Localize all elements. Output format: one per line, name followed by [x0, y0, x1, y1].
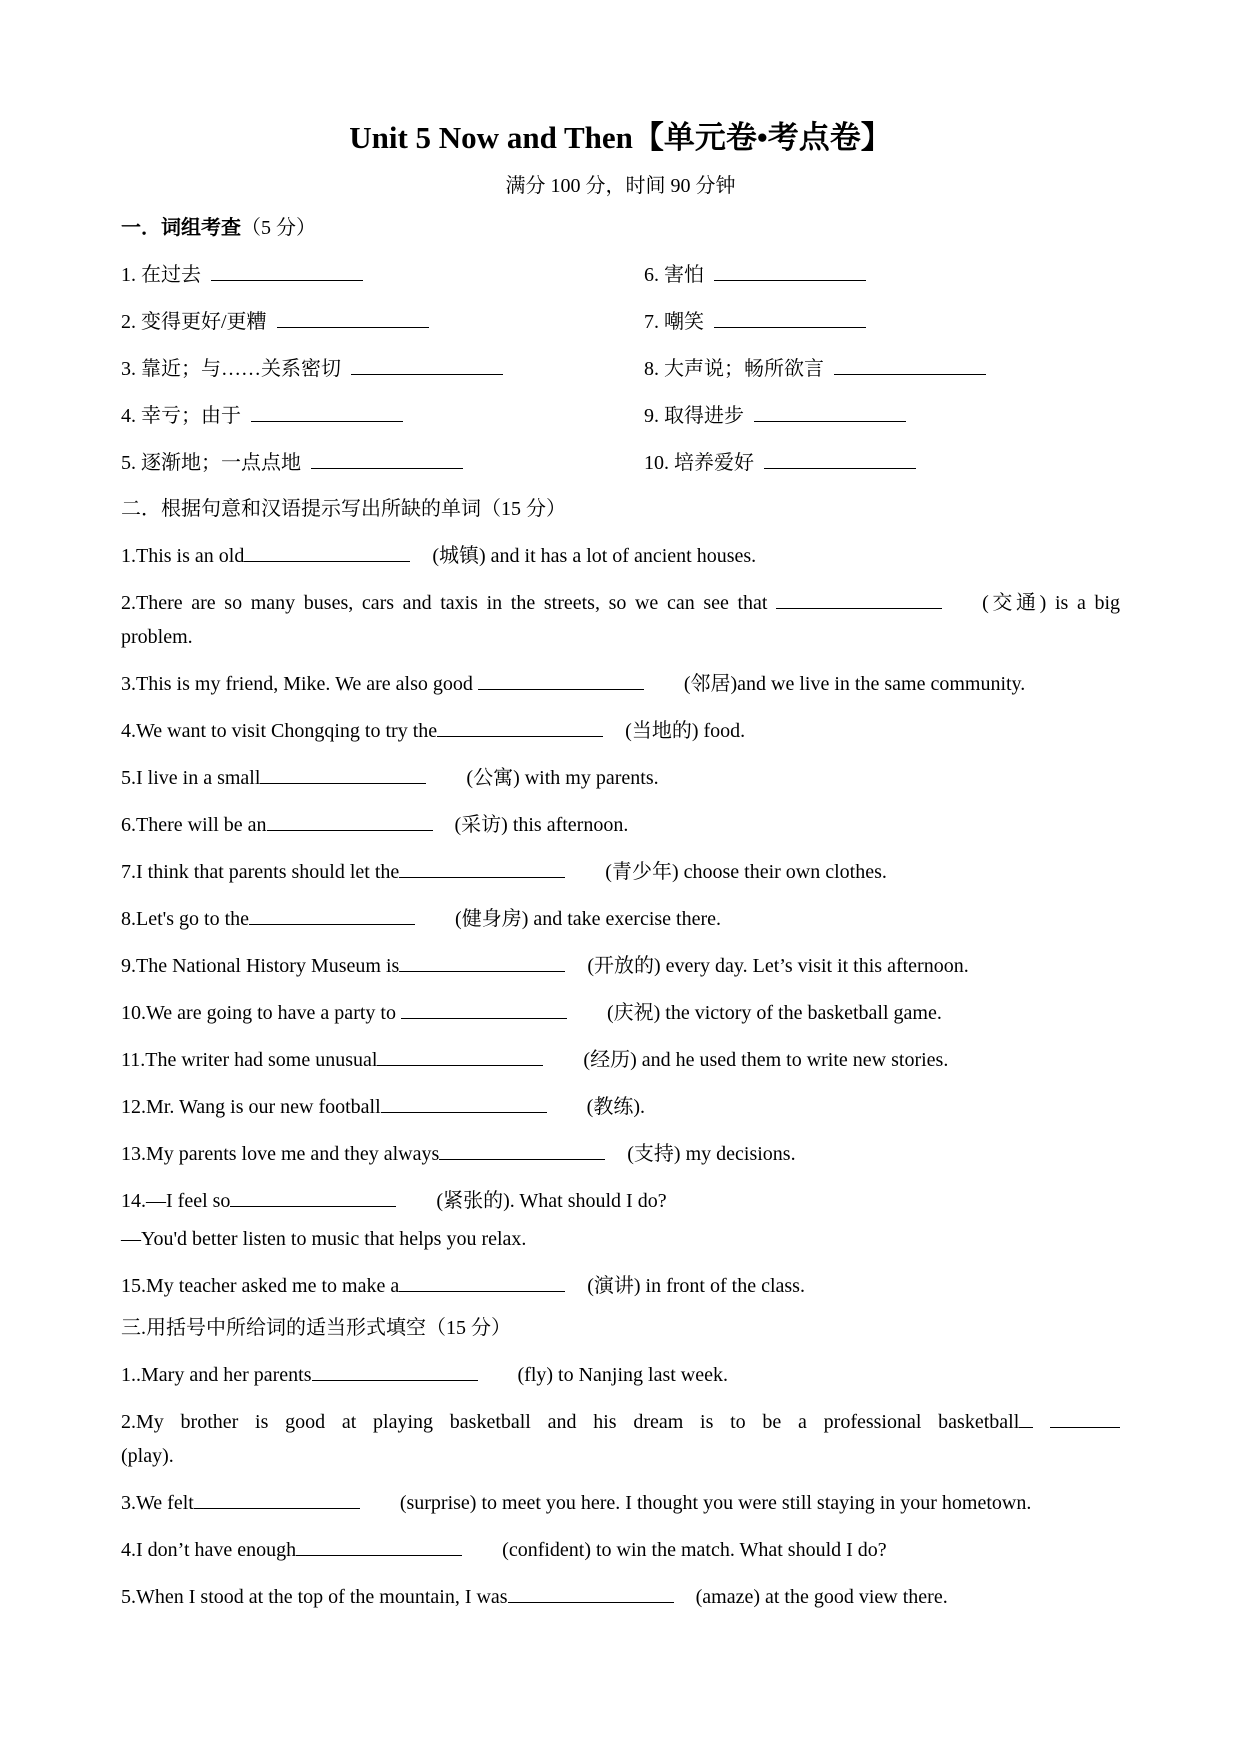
item-prompt: 大声说；畅所欲言	[664, 358, 824, 380]
answer-blank[interactable]	[439, 1139, 605, 1160]
question-continuation: problem.	[121, 626, 193, 648]
question-text: 3.This is my friend, Mike. We are also good	[121, 673, 478, 695]
answer-blank[interactable]	[277, 307, 429, 328]
item-number: 8.	[644, 358, 659, 380]
answer-blank[interactable]	[351, 354, 503, 375]
answer-blank[interactable]	[194, 1488, 360, 1509]
phrase-item	[644, 401, 1120, 430]
item-number: 6.	[644, 264, 659, 286]
question-text: 6.There will be an	[121, 814, 267, 836]
item-prompt: 变得更好/更糟	[141, 311, 267, 333]
question-text: 5.I live in a small	[121, 767, 261, 789]
question-item	[121, 1186, 1120, 1253]
question-text: 4.We want to visit Chongqing to try the	[121, 720, 438, 742]
question-hint: (支持) my decisions.	[627, 1143, 796, 1165]
phrase-item	[121, 354, 644, 383]
question-text: 14.—I feel so	[121, 1190, 231, 1212]
phrase-item	[644, 354, 1120, 383]
item-prompt: 取得进步	[664, 405, 744, 427]
answer-blank[interactable]	[776, 588, 942, 609]
question-continuation: (play).	[121, 1445, 174, 1467]
question-hint: (采访) this afternoon.	[454, 814, 629, 836]
question-hint: (城镇) and it has a lot of ancient houses.	[432, 545, 757, 567]
question-hint: (演讲) in front of the class.	[587, 1275, 805, 1297]
question-line	[121, 1186, 1120, 1215]
question-hint: (健身房) and take exercise there.	[455, 908, 722, 930]
answer-blank[interactable]	[754, 401, 906, 422]
dialogue-reply: —You'd better listen to music that helps you relax.	[121, 1228, 527, 1250]
question-text: 4.I don’t have enough	[121, 1539, 297, 1561]
item-prompt: 在过去	[141, 264, 201, 286]
answer-blank[interactable]	[478, 669, 644, 690]
question-item	[121, 998, 1120, 1027]
item-number: 9.	[644, 405, 659, 427]
answer-blank[interactable]	[381, 1092, 547, 1113]
question-item	[121, 1045, 1120, 1074]
answer-blank[interactable]	[834, 354, 986, 375]
answer-blank[interactable]	[764, 448, 916, 469]
answer-blank[interactable]	[399, 857, 565, 878]
question-item	[121, 1582, 1120, 1611]
answer-blank[interactable]	[244, 541, 410, 562]
question-hint: (紧张的). What should I do?	[436, 1190, 667, 1212]
answer-blank[interactable]	[230, 1186, 396, 1207]
question-text: 2.My brother is good at playing basketball and his dream is to be a professional basketball	[121, 1411, 1020, 1433]
item-prompt: 幸亏；由于	[141, 405, 241, 427]
phrase-item	[121, 307, 644, 336]
item-number: 2.	[121, 311, 136, 333]
question-item	[121, 716, 1120, 745]
item-prompt: 靠近；与……关系密切	[141, 358, 341, 380]
question-text: 13.My parents love me and they always	[121, 1143, 440, 1165]
question-item	[121, 857, 1120, 886]
question-hint: (教练).	[586, 1096, 645, 1118]
answer-blank[interactable]	[312, 1360, 478, 1381]
page-title: Unit 5 Now and Then【单元卷•考点卷】	[349, 120, 892, 155]
question-hint: (经历) and he used them to write new stories.	[583, 1049, 949, 1071]
question-item	[121, 1535, 1120, 1564]
question-item	[121, 1092, 1120, 1121]
answer-blank[interactable]	[401, 998, 567, 1019]
exam-info: 满分 100 分，时间 90 分钟	[505, 175, 736, 197]
answer-blank[interactable]	[211, 260, 363, 281]
item-number: 5.	[121, 452, 136, 474]
question-hint: (公寓) with my parents.	[466, 767, 659, 789]
phrase-item	[121, 448, 644, 477]
question-hint: (青少年) choose their own clothes.	[605, 861, 887, 883]
question-text: 11.The writer had some unusual	[121, 1049, 378, 1071]
phrase-item	[121, 401, 644, 430]
question-hint: (fly) to Nanjing last week.	[517, 1364, 728, 1386]
answer-blank[interactable]	[296, 1535, 462, 1556]
question-text: 7.I think that parents should let the	[121, 861, 400, 883]
question-text: 10.We are going to have a party to	[121, 1002, 401, 1024]
answer-blank[interactable]	[267, 810, 433, 831]
question-text: 5.When I stood at the top of the mountain, I was	[121, 1586, 508, 1608]
question-item	[121, 904, 1120, 933]
question-hint: (邻居)and we live in the same community.	[683, 673, 1026, 695]
question-hint: (庆祝) the victory of the basketball game.	[606, 1002, 942, 1024]
item-prompt: 逐渐地；一点点地	[141, 452, 301, 474]
answer-blank[interactable]	[437, 716, 603, 737]
answer-blank[interactable]	[249, 904, 415, 925]
answer-blank[interactable]	[377, 1045, 543, 1066]
question-item	[121, 1488, 1120, 1517]
section-2-heading: 二．根据句意和汉语提示写出所缺的单词（15 分）	[121, 498, 566, 520]
question-hint: (开放的) every day. Let’s visit it this afternoon.	[587, 955, 969, 977]
question-item	[121, 1407, 1120, 1470]
phrase-item	[121, 260, 644, 289]
question-text: 1.This is an old	[121, 545, 245, 567]
question-text: 9.The National History Museum is	[121, 955, 400, 977]
phrase-item	[644, 260, 1120, 289]
answer-blank[interactable]	[508, 1582, 674, 1603]
question-line	[121, 588, 1120, 617]
question-text: 15.My teacher asked me to make a	[121, 1275, 400, 1297]
answer-blank[interactable]	[399, 951, 565, 972]
question-hint: (交通) is a big	[982, 592, 1121, 614]
item-prompt: 害怕	[664, 264, 704, 286]
section-1-score: （5 分）	[241, 217, 316, 239]
question-text: 8.Let's go to the	[121, 908, 250, 930]
question-text: 1..Mary and her parents	[121, 1364, 312, 1386]
phrase-item	[644, 448, 1120, 477]
question-text: 2.There are so many buses, cars and taxis in the streets, so we can see that	[121, 592, 777, 614]
phrase-item	[644, 307, 1120, 336]
answer-blank[interactable]	[260, 763, 426, 784]
question-text: 12.Mr. Wang is our new football	[121, 1096, 381, 1118]
item-number: 1.	[121, 264, 136, 286]
item-prompt: 培养爱好	[674, 452, 754, 474]
item-number: 10.	[644, 452, 669, 474]
question-item	[121, 1139, 1120, 1168]
item-number: 4.	[121, 405, 136, 427]
item-number: 7.	[644, 311, 659, 333]
section-3-heading: 三.用括号中所给词的适当形式填空（15 分）	[121, 1317, 511, 1339]
question-item	[121, 669, 1120, 698]
question-text: 3.We felt	[121, 1492, 194, 1514]
answer-blank[interactable]	[251, 401, 403, 422]
answer-blank[interactable]	[1050, 1407, 1120, 1428]
question-item	[121, 1271, 1120, 1300]
phrase-grid	[121, 260, 1120, 477]
question-item	[121, 541, 1120, 570]
question-hint: (surprise) to meet you here. I thought you were still staying in your hometown.	[399, 1492, 1032, 1514]
answer-blank[interactable]	[399, 1271, 565, 1292]
question-item	[121, 951, 1120, 980]
question-hint: (当地的) food.	[625, 720, 746, 742]
question-item	[121, 588, 1120, 651]
question-hint: (amaze) at the good view there.	[695, 1586, 948, 1608]
question-hint: (confident) to win the match. What should I do?	[502, 1539, 887, 1561]
answer-blank[interactable]	[311, 448, 463, 469]
answer-blank[interactable]	[714, 307, 866, 328]
question-item	[121, 763, 1120, 792]
question-item	[121, 1360, 1120, 1389]
question-item	[121, 810, 1120, 839]
item-prompt: 嘲笑	[664, 311, 704, 333]
section-1-heading	[121, 214, 1120, 242]
answer-blank[interactable]	[1019, 1407, 1033, 1428]
question-line	[121, 1407, 1120, 1436]
answer-blank[interactable]	[714, 260, 866, 281]
item-number: 3.	[121, 358, 136, 380]
section-1-title: 一．词组考查	[121, 217, 241, 239]
